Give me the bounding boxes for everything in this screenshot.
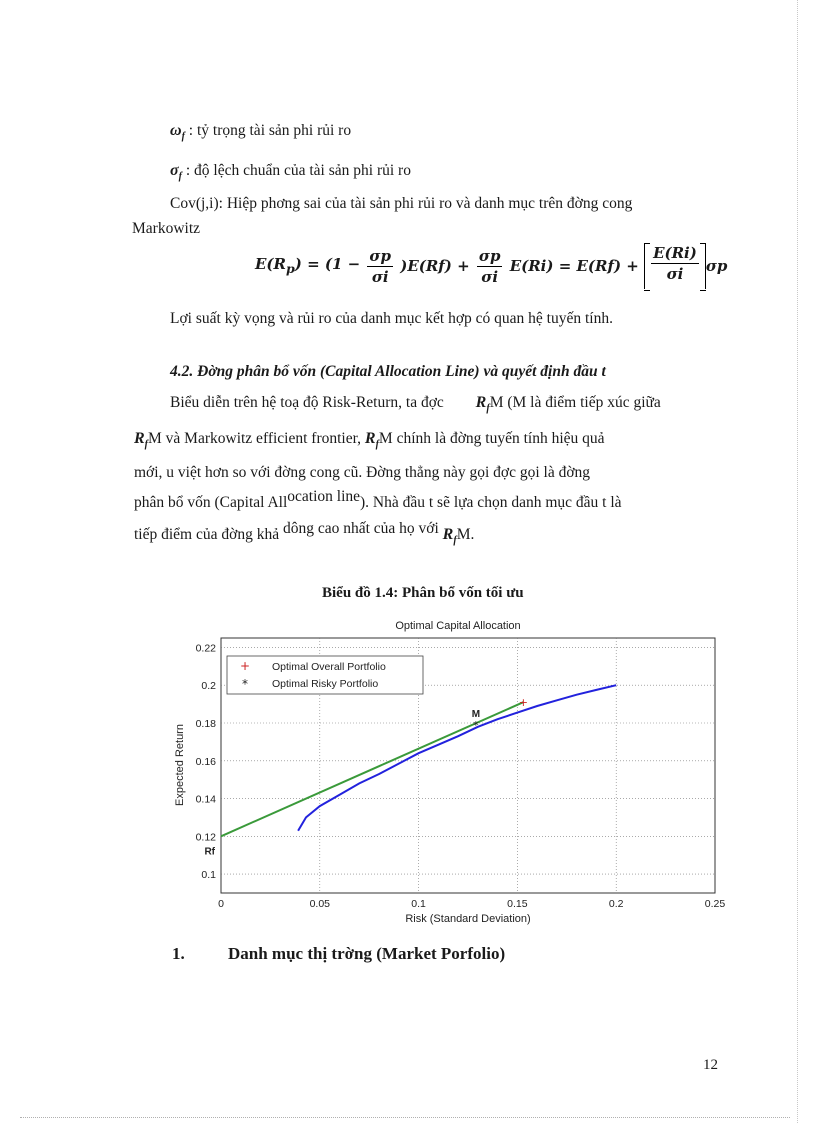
y-tick-label: 0.12	[195, 831, 216, 844]
x-tick-label: 0.2	[608, 898, 624, 910]
page-number: 12	[703, 1057, 718, 1073]
side-rule	[797, 0, 798, 1123]
omega-definition	[170, 122, 351, 140]
legend-marker-overall: +	[239, 659, 251, 673]
formula-lhs: $E(R_p) = (1$ −	[255, 254, 361, 276]
paragraph-line-3: mới, u việt hơn so với đờng cong cũ. Đờng thẳng này gọi đợc gọi là đờng	[134, 464, 591, 481]
formula-fraction-2: $\frac{\sigma p}{\sigma i}$	[478, 246, 501, 286]
formula-middle-2: E(Ri) = E(Rf) +	[509, 257, 639, 275]
footer-rule	[20, 1117, 790, 1118]
y-tick-label: 0.14	[195, 793, 216, 806]
figure-caption: Biểu đồ 1.4: Phân bổ vốn tối ưu	[322, 585, 524, 601]
x-tick-label: 0	[218, 898, 224, 910]
omega-subscript: f	[181, 131, 185, 142]
sigma-definition-text: : độ lệch chuẩn của tài sản phi rủi ro	[185, 162, 411, 179]
optimal-overall-portfolio-marker: +	[518, 696, 528, 710]
rf-symbol: R	[475, 394, 487, 411]
linear-relation-text: Lợi suất kỳ vọng và rủi ro của danh mục kết hợp có quan hệ tuyến tính.	[170, 310, 613, 327]
x-axis-label: Risk (Standard Deviation)	[405, 913, 531, 925]
rf-symbol: R	[134, 430, 145, 447]
y-tick-label: 0.18	[195, 718, 216, 730]
formula-middle-1: )E(Rf) +	[400, 257, 470, 275]
paragraph-line-5: tiếp điểm của đờng khả dông cao nhất của họ với $R_fM$.	[134, 520, 475, 546]
chart-title: Optimal Capital Allocation	[395, 620, 521, 632]
y-tick-label: 0.2	[201, 680, 216, 693]
paragraph-line-2: $R_fM$ và Markowitz efficient frontier, $R_fM$ chính là đờng tuyến tính hiệu quả	[134, 430, 605, 450]
sigma-subscript: f	[178, 171, 182, 182]
section-heading-4-2: 4.2. Đờng phân bổ vốn (Capital Allocation Line) và quyết định đầu t	[170, 363, 606, 380]
x-tick-label: 0.15	[507, 898, 528, 910]
sigma-symbol: σ	[170, 162, 179, 179]
rf-symbol: R	[364, 430, 376, 447]
y-tick-label: 0.22	[195, 642, 216, 655]
capital-allocation-chart	[165, 612, 735, 932]
legend-marker-risky: *	[242, 677, 248, 691]
x-tick-label: 0.1	[411, 898, 426, 910]
y-axis-label: Expected Return	[174, 724, 186, 806]
section-number: 1.	[172, 944, 185, 963]
rf-symbol: R	[442, 526, 454, 543]
portfolio-return-formula	[255, 243, 727, 298]
markowitz-word: Markowitz	[132, 220, 201, 237]
rf-annotation: Rf	[204, 846, 215, 858]
y-tick-label: 0.16	[195, 755, 216, 768]
optimal-risky-portfolio-marker: *	[473, 718, 479, 732]
section-title: Danh mục thị trờng (Market Porfolio)	[228, 944, 506, 963]
omega-symbol: ω	[170, 122, 182, 139]
formula-fraction-1: $\frac{\sigma p}{\sigma i}$	[369, 246, 391, 286]
cov-definition: Cov(j,i): Hiệp phơng sai của tài sản phi rủi ro và danh mục trên đờng cong	[170, 195, 633, 212]
paragraph-line-1: Biểu diễn trên hệ toạ độ Risk-Return, ta đợc $R_fM$ (M là điểm tiếp xúc giữa	[170, 394, 661, 414]
formula-tail: σp	[705, 257, 728, 275]
legend-label-overall: Optimal Overall Portfolio	[272, 661, 386, 673]
chart-legend	[227, 656, 423, 694]
legend-label-risky: Optimal Risky Portfolio	[272, 678, 379, 690]
m-annotation: M	[471, 708, 481, 720]
y-tick-label: 0.1	[201, 869, 216, 882]
paragraph-line-4: phân bổ vốn (Capital Allocation line). Nhà đầu t sẽ lựa chọn danh mục đầu t là	[134, 488, 622, 511]
formula-bracket	[644, 243, 706, 289]
sigma-definition	[170, 162, 411, 180]
x-tick-label: 0.05	[309, 898, 331, 910]
formula-fraction-3: $\frac{E(Ri)}{\sigma i}$	[653, 244, 697, 283]
omega-definition-text: : tỷ trọng tài sản phi rủi ro	[188, 122, 352, 139]
x-tick-label: 0.25	[704, 898, 726, 910]
